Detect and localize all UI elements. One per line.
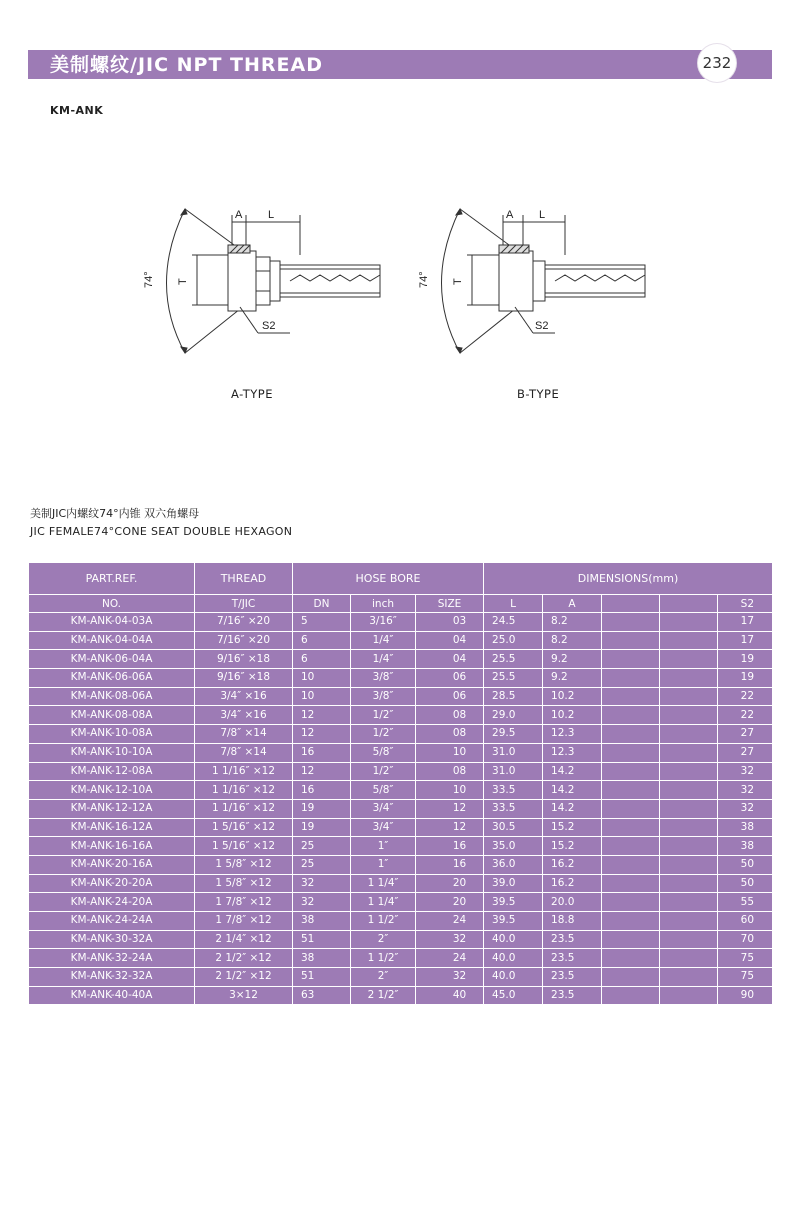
cell-s2: 38 (718, 818, 773, 837)
cell-t: 1 1/16″ ×12 (195, 799, 293, 818)
cell-l: 40.0 (484, 968, 543, 987)
cell-no: KM-ANK-40-40A (29, 986, 195, 1005)
table-row (29, 874, 773, 893)
table-row (29, 743, 773, 762)
cell-l: 31.0 (484, 762, 543, 781)
cell-empty (602, 762, 660, 781)
cell-s2: 32 (718, 799, 773, 818)
cell-inch: 1 1/4″ (351, 893, 416, 912)
table-row (29, 706, 773, 725)
cell-inch: 3/8″ (351, 687, 416, 706)
cell-dn: 38 (293, 912, 351, 931)
cell-inch: 5/8″ (351, 781, 416, 800)
cell-no: KM-ANK-20-20A (29, 874, 195, 893)
cell-inch: 1/2″ (351, 725, 416, 744)
cell-no: KM-ANK-32-32A (29, 968, 195, 987)
cell-s2: 32 (718, 781, 773, 800)
cell-l: 39.0 (484, 874, 543, 893)
cell-no: KM-ANK-20-16A (29, 855, 195, 874)
cell-l: 25.5 (484, 669, 543, 688)
cell-a: 12.3 (543, 743, 602, 762)
cell-a: 9.2 (543, 669, 602, 688)
a-label: A (235, 209, 243, 221)
cell-s2: 75 (718, 949, 773, 968)
cell-no: KM-ANK-06-06A (29, 669, 195, 688)
cell-empty (602, 855, 660, 874)
cell-dn: 51 (293, 968, 351, 987)
cell-empty (660, 743, 718, 762)
cell-empty (660, 893, 718, 912)
cell-s2: 19 (718, 669, 773, 688)
cell-empty (660, 818, 718, 837)
table-row (29, 781, 773, 800)
cell-l: 35.0 (484, 837, 543, 856)
cell-inch: 1 1/2″ (351, 949, 416, 968)
cell-dn: 51 (293, 930, 351, 949)
cell-t: 1 7/8″ ×12 (195, 912, 293, 931)
cell-l: 39.5 (484, 893, 543, 912)
cell-l: 29.0 (484, 706, 543, 725)
cell-l: 40.0 (484, 949, 543, 968)
cell-a: 8.2 (543, 631, 602, 650)
cell-empty (660, 631, 718, 650)
cell-l: 31.0 (484, 743, 543, 762)
cell-inch: 3/4″ (351, 818, 416, 837)
cell-dn: 12 (293, 706, 351, 725)
a-type-drawing (140, 195, 400, 365)
table-row (29, 613, 773, 632)
cell-empty (602, 949, 660, 968)
page-title: 美制螺纹/JIC NPT THREAD (50, 54, 323, 76)
l-label: L (539, 209, 546, 221)
cell-empty (602, 968, 660, 987)
s2-label: S2 (535, 320, 549, 332)
cell-empty (660, 986, 718, 1005)
cell-a: 20.0 (543, 893, 602, 912)
cell-size: 08 (416, 725, 484, 744)
cell-empty (660, 837, 718, 856)
model-code: KM-ANK (50, 104, 104, 117)
table-row (29, 725, 773, 744)
cell-s2: 22 (718, 706, 773, 725)
cell-a: 16.2 (543, 874, 602, 893)
cell-t: 7/8″ ×14 (195, 725, 293, 744)
cell-t: 1 5/8″ ×12 (195, 874, 293, 893)
cell-no: KM-ANK-08-08A (29, 706, 195, 725)
cell-empty (660, 949, 718, 968)
cell-empty (602, 837, 660, 856)
cell-dn: 10 (293, 687, 351, 706)
angle-label: 74° (418, 271, 430, 288)
cell-inch: 2″ (351, 968, 416, 987)
cell-inch: 3/16″ (351, 613, 416, 632)
cell-empty (602, 631, 660, 650)
cell-dn: 25 (293, 855, 351, 874)
cell-no: KM-ANK-16-12A (29, 818, 195, 837)
cell-empty (660, 669, 718, 688)
t-label: T (452, 278, 464, 285)
cell-l: 36.0 (484, 855, 543, 874)
table-row (29, 687, 773, 706)
cell-size: 40 (416, 986, 484, 1005)
cell-dn: 63 (293, 986, 351, 1005)
cell-t: 1 1/16″ ×12 (195, 762, 293, 781)
cell-empty (660, 799, 718, 818)
cell-s2: 50 (718, 874, 773, 893)
cell-inch: 1/4″ (351, 631, 416, 650)
cell-l: 28.5 (484, 687, 543, 706)
table-row (29, 799, 773, 818)
cell-s2: 17 (718, 631, 773, 650)
header-l: L (484, 595, 543, 613)
table-row (29, 818, 773, 837)
cell-size: 08 (416, 706, 484, 725)
header-no: NO. (29, 595, 195, 613)
cell-no: KM-ANK-06-04A (29, 650, 195, 669)
cell-l: 29.5 (484, 725, 543, 744)
cell-inch: 1/2″ (351, 762, 416, 781)
cell-a: 16.2 (543, 855, 602, 874)
cell-a: 10.2 (543, 706, 602, 725)
cell-a: 23.5 (543, 949, 602, 968)
cell-empty (602, 799, 660, 818)
cell-empty (602, 669, 660, 688)
cell-t: 2 1/2″ ×12 (195, 949, 293, 968)
cell-size: 24 (416, 949, 484, 968)
cell-size: 08 (416, 762, 484, 781)
cell-size: 12 (416, 799, 484, 818)
cell-no: KM-ANK-30-32A (29, 930, 195, 949)
cell-size: 06 (416, 687, 484, 706)
header-a: A (543, 595, 602, 613)
cell-a: 8.2 (543, 613, 602, 632)
header-thread: THREAD (195, 563, 293, 595)
cell-t: 9/16″ ×18 (195, 650, 293, 669)
cell-empty (602, 893, 660, 912)
cell-no: KM-ANK-12-12A (29, 799, 195, 818)
cell-t: 3/4″ ×16 (195, 687, 293, 706)
table-row (29, 762, 773, 781)
header-dimensions: DIMENSIONS(mm) (484, 563, 773, 595)
cell-s2: 75 (718, 968, 773, 987)
cell-size: 04 (416, 631, 484, 650)
cell-l: 33.5 (484, 781, 543, 800)
cell-dn: 12 (293, 725, 351, 744)
cell-inch: 1 1/4″ (351, 874, 416, 893)
cell-no: KM-ANK-08-06A (29, 687, 195, 706)
cell-a: 18.8 (543, 912, 602, 931)
cell-empty (602, 687, 660, 706)
cell-t: 7/16″ ×20 (195, 631, 293, 650)
b-type-label: B-TYPE (517, 387, 560, 401)
cell-empty (602, 930, 660, 949)
cell-empty (602, 650, 660, 669)
cell-no: KM-ANK-12-08A (29, 762, 195, 781)
cell-s2: 17 (718, 613, 773, 632)
header-s2: S2 (718, 595, 773, 613)
cell-no: KM-ANK-32-24A (29, 949, 195, 968)
cell-size: 16 (416, 855, 484, 874)
cell-size: 06 (416, 669, 484, 688)
cell-no: KM-ANK-16-16A (29, 837, 195, 856)
cell-dn: 6 (293, 650, 351, 669)
cell-dn: 38 (293, 949, 351, 968)
table-row (29, 669, 773, 688)
cell-size: 12 (416, 818, 484, 837)
cell-empty (660, 874, 718, 893)
cell-dn: 32 (293, 893, 351, 912)
cell-no: KM-ANK-24-24A (29, 912, 195, 931)
cell-empty (602, 613, 660, 632)
table-row (29, 930, 773, 949)
cell-empty (660, 613, 718, 632)
cell-empty (660, 968, 718, 987)
table-row (29, 631, 773, 650)
cell-inch: 5/8″ (351, 743, 416, 762)
cell-a: 23.5 (543, 968, 602, 987)
cell-s2: 60 (718, 912, 773, 931)
cell-t: 1 7/8″ ×12 (195, 893, 293, 912)
a-type-label: A-TYPE (231, 387, 273, 401)
b-type-drawing (415, 195, 675, 365)
cell-a: 12.3 (543, 725, 602, 744)
s2-label: S2 (262, 320, 276, 332)
cell-t: 2 1/4″ ×12 (195, 930, 293, 949)
cell-dn: 16 (293, 743, 351, 762)
page-number-badge: 232 (698, 44, 736, 82)
spec-table (28, 562, 773, 1005)
cell-a: 14.2 (543, 762, 602, 781)
table-row (29, 949, 773, 968)
cell-s2: 55 (718, 893, 773, 912)
cell-t: 1 5/16″ ×12 (195, 818, 293, 837)
cell-inch: 3/4″ (351, 799, 416, 818)
cell-empty (602, 743, 660, 762)
cell-size: 16 (416, 837, 484, 856)
cell-inch: 1″ (351, 837, 416, 856)
header-tjic: T/JIC (195, 595, 293, 613)
cell-t: 1 1/16″ ×12 (195, 781, 293, 800)
header-empty-2 (660, 595, 718, 613)
cell-size: 20 (416, 874, 484, 893)
cell-size: 10 (416, 781, 484, 800)
cell-l: 25.0 (484, 631, 543, 650)
cell-empty (602, 781, 660, 800)
cell-empty (602, 725, 660, 744)
cell-a: 14.2 (543, 799, 602, 818)
cell-size: 32 (416, 930, 484, 949)
cell-empty (660, 706, 718, 725)
subtitle-cn: 美制JIC内螺纹74°内锥 双六角螺母 (30, 507, 200, 520)
header-size: SIZE (416, 595, 484, 613)
table-row (29, 837, 773, 856)
cell-l: 45.0 (484, 986, 543, 1005)
cell-dn: 32 (293, 874, 351, 893)
table-row (29, 912, 773, 931)
cell-t: 1 5/16″ ×12 (195, 837, 293, 856)
cell-empty (660, 912, 718, 931)
cell-a: 10.2 (543, 687, 602, 706)
cell-no: KM-ANK-24-20A (29, 893, 195, 912)
cell-empty (602, 706, 660, 725)
cell-l: 40.0 (484, 930, 543, 949)
cell-size: 32 (416, 968, 484, 987)
cell-s2: 27 (718, 725, 773, 744)
cell-size: 04 (416, 650, 484, 669)
cell-size: 10 (416, 743, 484, 762)
cell-empty (660, 725, 718, 744)
table-row (29, 986, 773, 1005)
cell-empty (660, 855, 718, 874)
cell-l: 24.5 (484, 613, 543, 632)
table-row (29, 855, 773, 874)
cell-dn: 16 (293, 781, 351, 800)
cell-s2: 70 (718, 930, 773, 949)
cell-l: 30.5 (484, 818, 543, 837)
cell-s2: 27 (718, 743, 773, 762)
cell-s2: 32 (718, 762, 773, 781)
cell-empty (602, 818, 660, 837)
cell-no: KM-ANK-10-10A (29, 743, 195, 762)
cell-s2: 19 (718, 650, 773, 669)
cell-no: KM-ANK-04-03A (29, 613, 195, 632)
cell-t: 1 5/8″ ×12 (195, 855, 293, 874)
angle-label: 74° (143, 271, 155, 288)
cell-no: KM-ANK-04-04A (29, 631, 195, 650)
cell-a: 15.2 (543, 837, 602, 856)
cell-size: 20 (416, 893, 484, 912)
cell-dn: 6 (293, 631, 351, 650)
header-part-ref: PART.REF. (29, 563, 195, 595)
cell-inch: 1″ (351, 855, 416, 874)
cell-t: 7/8″ ×14 (195, 743, 293, 762)
table-row (29, 893, 773, 912)
cell-a: 9.2 (543, 650, 602, 669)
cell-t: 2 1/2″ ×12 (195, 968, 293, 987)
cell-s2: 90 (718, 986, 773, 1005)
cell-empty (602, 912, 660, 931)
t-label: T (177, 278, 189, 285)
cell-inch: 1/4″ (351, 650, 416, 669)
a-label: A (506, 209, 514, 221)
cell-inch: 1/2″ (351, 706, 416, 725)
cell-dn: 19 (293, 818, 351, 837)
table-row (29, 650, 773, 669)
cell-t: 3×12 (195, 986, 293, 1005)
cell-dn: 10 (293, 669, 351, 688)
cell-empty (660, 650, 718, 669)
cell-a: 15.2 (543, 818, 602, 837)
cell-s2: 50 (718, 855, 773, 874)
cell-t: 3/4″ ×16 (195, 706, 293, 725)
cell-dn: 12 (293, 762, 351, 781)
cell-s2: 22 (718, 687, 773, 706)
cell-inch: 2 1/2″ (351, 986, 416, 1005)
header-hose-bore: HOSE BORE (293, 563, 484, 595)
header-inch: inch (351, 595, 416, 613)
cell-t: 7/16″ ×20 (195, 613, 293, 632)
l-label: L (268, 209, 275, 221)
cell-empty (660, 687, 718, 706)
cell-empty (602, 874, 660, 893)
cell-t: 9/16″ ×18 (195, 669, 293, 688)
cell-a: 14.2 (543, 781, 602, 800)
table-row (29, 968, 773, 987)
cell-l: 25.5 (484, 650, 543, 669)
cell-dn: 5 (293, 613, 351, 632)
cell-inch: 3/8″ (351, 669, 416, 688)
cell-dn: 25 (293, 837, 351, 856)
cell-empty (660, 781, 718, 800)
header-dn: DN (293, 595, 351, 613)
cell-inch: 1 1/2″ (351, 912, 416, 931)
subtitle-en: JIC FEMALE74°CONE SEAT DOUBLE HEXAGON (30, 525, 293, 538)
cell-l: 33.5 (484, 799, 543, 818)
cell-no: KM-ANK-12-10A (29, 781, 195, 800)
cell-a: 23.5 (543, 986, 602, 1005)
cell-empty (660, 762, 718, 781)
cell-empty (660, 930, 718, 949)
cell-empty (602, 986, 660, 1005)
cell-size: 24 (416, 912, 484, 931)
cell-l: 39.5 (484, 912, 543, 931)
cell-size: 03 (416, 613, 484, 632)
cell-s2: 38 (718, 837, 773, 856)
cell-inch: 2″ (351, 930, 416, 949)
cell-dn: 19 (293, 799, 351, 818)
header-empty-1 (602, 595, 660, 613)
cell-no: KM-ANK-10-08A (29, 725, 195, 744)
cell-a: 23.5 (543, 930, 602, 949)
